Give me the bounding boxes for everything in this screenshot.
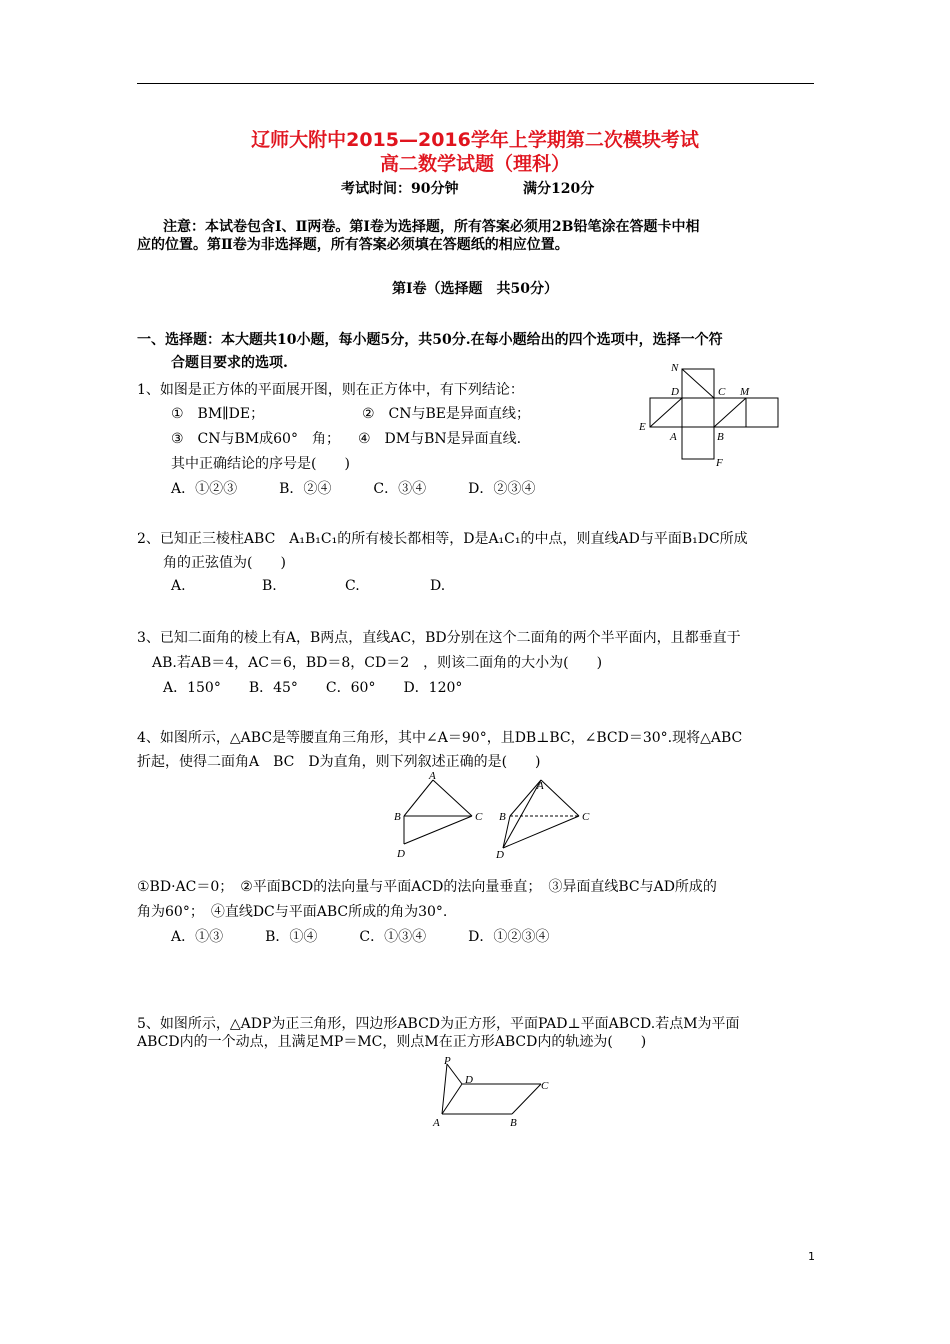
page-number: 1: [808, 1250, 815, 1263]
notice-line-2: 应的位置。第Ⅱ卷为非选择题，所有答案必须填在答题纸的相应位置。: [137, 237, 569, 253]
q4-fig2-label-d: D: [496, 849, 504, 861]
q4-fig1-label-c: C: [475, 811, 483, 823]
q1-label-a: A: [670, 431, 677, 443]
part1-title: 第Ⅰ卷（选择题 共50分）: [391, 281, 559, 297]
q4-statements-line-2: 角为60°； ④直线DC与平面ABC所成的角为30°.: [137, 904, 448, 920]
q5-stem-line-2: ABCD内的一个动点，且满足MP＝MC，则点M在正方形ABCD内的轨迹为( ): [137, 1034, 647, 1050]
header-rule: [137, 83, 814, 84]
section1-line-2: 合题目要求的选项.: [171, 355, 288, 371]
q2-option-d: D.: [430, 578, 446, 594]
q2-option-b: B.: [262, 578, 277, 594]
q1-label-n: N: [671, 362, 679, 374]
q1-choice-4: ④ DM与BN是异面直线.: [358, 431, 522, 447]
q4-fig1-label-a: A: [429, 770, 436, 782]
q5-label-a: A: [433, 1117, 440, 1129]
q1-options: A．①②③ B．②④ C．③④ D．②③④: [171, 481, 536, 497]
q1-label-e: E: [639, 421, 646, 433]
q1-choice-1: ① BM∥DE；: [171, 406, 265, 422]
q5-pyramid-figure: [424, 1054, 564, 1130]
q5-label-c: C: [541, 1080, 549, 1092]
q2-stem-line-1: 2、已知正三棱柱ABC A₁B₁C₁的所有棱长都相等，D是A₁C₁的中点，则直线AD与平面B₁DC所成: [137, 531, 748, 547]
exam-time: 考试时间：90分钟: [341, 181, 459, 197]
q5-label-d: D: [465, 1074, 473, 1086]
exam-title: 辽师大附中2015—2016学年上学期第二次模块考试: [251, 129, 699, 151]
q4-fold-figure: [386, 768, 606, 864]
q3-stem-line-1: 3、已知二面角的棱上有A，B两点，直线AC，BD分别在这个二面角的两个半平面内，且都垂直于: [137, 630, 741, 646]
exam-subtitle: 高二数学试题（理科）: [379, 153, 570, 175]
q4-fig1-label-b: B: [394, 811, 401, 823]
q4-stem-line-1: 4、如图所示，△ABC是等腰直角三角形，其中∠A＝90°，且DB⊥BC，∠BCD＝30°.现将△ABC: [137, 730, 743, 746]
q2-option-a: A.: [171, 578, 186, 594]
q1-label-b: B: [717, 431, 724, 443]
full-score: 满分120分: [523, 181, 595, 197]
q5-label-b: B: [510, 1117, 517, 1129]
q3-stem-line-2: AB.若AB＝4，AC＝6，BD＝8，CD＝2 ，则该二面角的大小为( ): [152, 655, 603, 671]
q1-label-c: C: [718, 386, 726, 398]
section1-line-1: 一、选择题：本大题共10小题，每小题5分，共50分.在每小题给出的四个选项中，选择一个符: [137, 332, 723, 348]
q1-label-f: F: [716, 457, 723, 469]
q1-label-m: M: [740, 386, 750, 398]
q3-options: A．150° B．45° C．60° D．120°: [163, 680, 463, 696]
q1-label-d: D: [671, 386, 679, 398]
q4-options: A．①③ B．①④ C．①③④ D．①②③④: [171, 929, 550, 945]
q1-cube-net-figure: [636, 358, 781, 470]
q4-fig2-label-b: B: [499, 811, 506, 823]
q4-statements-line-1: ①BD·AC＝0； ②平面BCD的法向量与平面ACD的法向量垂直； ③异面直线BC与AD所成的: [137, 879, 717, 895]
q1-ask: 其中正确结论的序号是( ): [171, 456, 350, 472]
q4-stem-line-2: 折起，使得二面角A BC D为直角，则下列叙述正确的是( ): [137, 754, 541, 770]
q2-option-c: C.: [345, 578, 360, 594]
q1-choice-2: ② CN与BE是异面直线；: [362, 406, 531, 422]
q2-stem-line-2: 角的正弦值为( ): [163, 555, 286, 571]
q4-fig2-label-a: A: [537, 780, 544, 792]
q4-fig1-label-d: D: [397, 848, 405, 860]
q1-choice-3: ③ CN与BM成60° 角；: [171, 431, 340, 447]
notice-line-1: 注意：本试卷包含Ⅰ、Ⅱ两卷。第Ⅰ卷为选择题，所有答案必须用2B铅笔涂在答题卡中相: [163, 219, 700, 235]
q5-stem-line-1: 5、如图所示，△ADP为正三角形，四边形ABCD为正方形，平面PAD⊥平面ABCD.若点M为平面: [137, 1016, 740, 1032]
q1-stem: 1、如图是正方体的平面展开图，则在正方体中，有下列结论：: [137, 382, 524, 398]
q4-fig2-label-c: C: [582, 811, 590, 823]
q5-label-p: P: [444, 1055, 451, 1067]
